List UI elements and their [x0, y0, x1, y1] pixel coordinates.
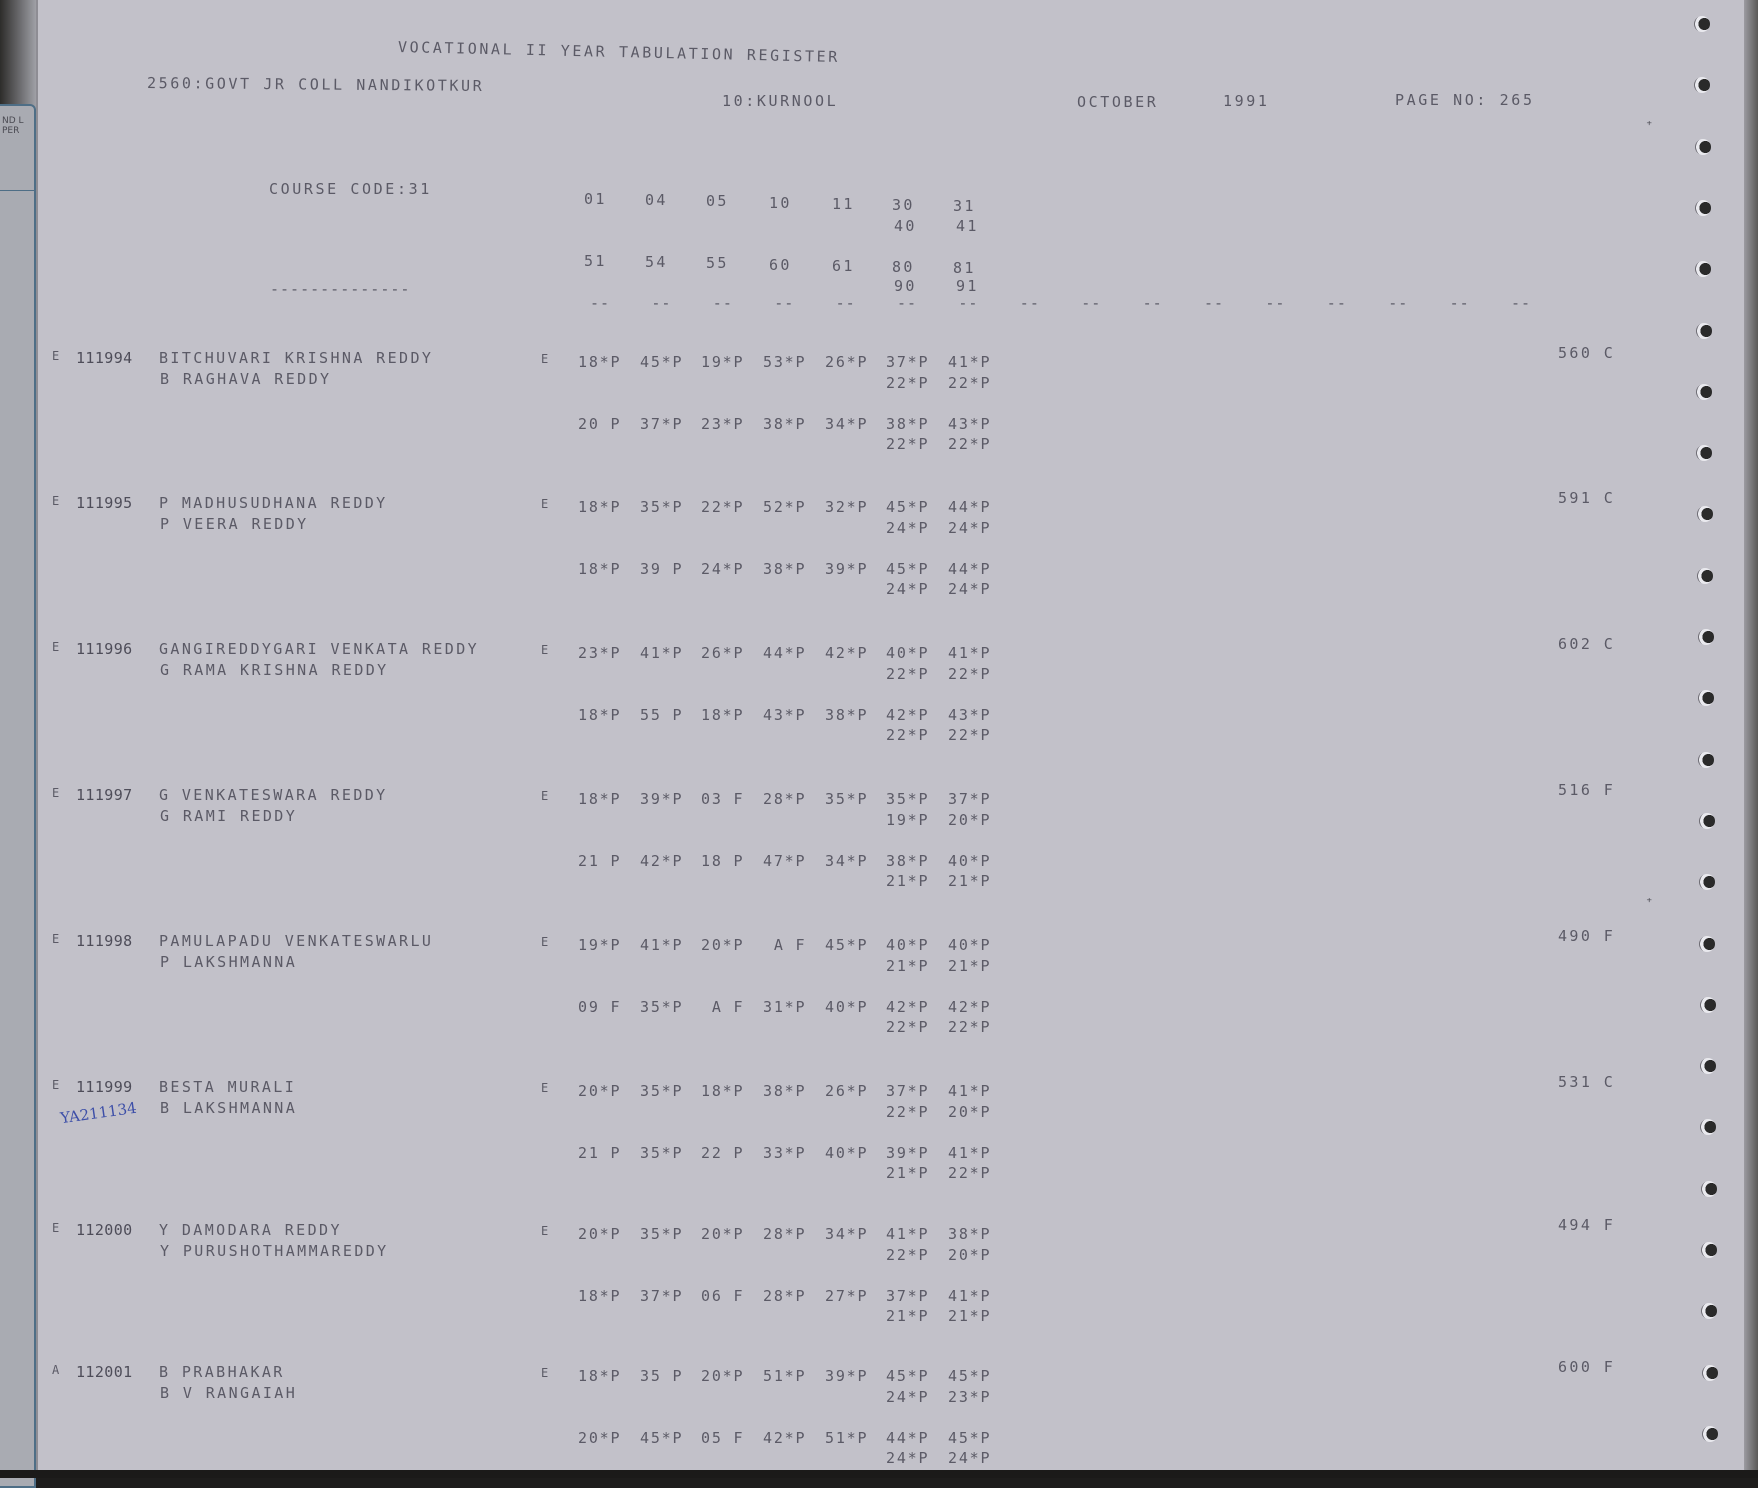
record-prefix: E	[52, 349, 62, 363]
medium-code: E	[541, 1224, 551, 1238]
subject-code: 04	[645, 191, 668, 210]
mark-value: 18*P	[578, 790, 622, 808]
mark-value: 43*P	[763, 706, 807, 724]
mark-value: 42*P	[825, 644, 869, 662]
mark-value: 34*P	[825, 415, 869, 433]
mark-value: 51*P	[763, 1367, 807, 1385]
district: 10:KURNOOL	[722, 92, 839, 110]
mark-value: 28*P	[763, 1225, 807, 1243]
mark-value: 09 F	[578, 998, 622, 1016]
mark-value: 43*P	[948, 415, 992, 433]
medium-code: E	[541, 352, 551, 366]
column-divider: --	[958, 294, 979, 312]
subject-code: 11	[832, 194, 855, 213]
mark-value: 21*P	[886, 1307, 930, 1325]
mark-value: 38*P	[886, 852, 930, 870]
mark-value: 18*P	[701, 1082, 745, 1100]
total-result: 591 C	[1558, 489, 1616, 507]
feed-hole	[1700, 997, 1716, 1013]
mark-value: 20*P	[578, 1082, 622, 1100]
mark-value: 24*P	[886, 519, 930, 537]
mark-value: 42*P	[886, 706, 930, 724]
feed-hole	[1699, 936, 1715, 952]
mark-value: 28*P	[763, 790, 807, 808]
mark-value: 47*P	[763, 852, 807, 870]
column-divider: --	[1326, 294, 1347, 312]
mark-value: 45*P	[886, 560, 930, 578]
student-name: BESTA MURALI	[159, 1078, 297, 1096]
mark-value: 24*P	[886, 1388, 930, 1406]
column-divider: --	[1081, 294, 1102, 312]
subject-code: 01	[584, 190, 607, 208]
mark-value: 40*P	[886, 936, 930, 954]
subject-code: 55	[706, 254, 729, 273]
mark-value: 24*P	[886, 1449, 930, 1467]
mark-value: 22*P	[886, 374, 930, 392]
record-prefix: E	[52, 1078, 62, 1092]
feed-hole	[1702, 1426, 1718, 1442]
mark-value: 52*P	[763, 498, 807, 516]
mark-value: 41*P	[948, 353, 992, 371]
mark-value: 20*P	[948, 1103, 992, 1121]
mark-value: 40*P	[886, 644, 930, 662]
subject-code: 90	[894, 277, 917, 295]
mark-value: 44*P	[886, 1429, 930, 1447]
mark-value: 40*P	[948, 852, 992, 870]
mark-value: 42*P	[886, 998, 930, 1016]
mark-value: 37*P	[640, 415, 684, 433]
mark-value: 38*P	[948, 1225, 992, 1243]
mark-value: 33*P	[763, 1144, 807, 1162]
mark-value: 20 P	[578, 415, 622, 433]
mark-value: 20*P	[701, 1225, 745, 1243]
mark-value: 53*P	[763, 353, 807, 371]
roll-number: 111997	[76, 786, 133, 804]
mark-value: 06 F	[701, 1287, 745, 1305]
mark-value: 40*P	[825, 998, 869, 1016]
mark-value: 40*P	[825, 1144, 869, 1162]
mark-value: 20*P	[701, 1367, 745, 1385]
mark-value: 18*P	[578, 1287, 622, 1305]
feed-hole	[1699, 813, 1715, 829]
medium-code: E	[541, 643, 551, 657]
mark-value: 41*P	[948, 1144, 992, 1162]
column-divider: --	[1388, 294, 1409, 312]
mark-value: 31*P	[763, 998, 807, 1016]
mark-value: 22*P	[948, 726, 992, 744]
father-name: B LAKSHMANNA	[160, 1099, 298, 1117]
mark-value: 21*P	[948, 1307, 992, 1325]
mark-value: 41*P	[640, 644, 684, 662]
mark-value: A F	[701, 998, 745, 1016]
mark-value: 37*P	[886, 1082, 930, 1100]
record-prefix: A	[52, 1363, 62, 1377]
mark-value: 18*P	[578, 353, 622, 371]
mark-value: 22*P	[948, 1018, 992, 1036]
mark-value: 35*P	[640, 498, 684, 516]
mark-value: 21*P	[886, 1164, 930, 1182]
father-name: G RAMA KRISHNA REDDY	[160, 661, 389, 679]
mark-value: 24*P	[948, 580, 992, 598]
student-name: G VENKATESWARA REDDY	[159, 786, 388, 804]
subject-code: 80	[892, 258, 915, 276]
mark-value: 35*P	[886, 790, 930, 808]
feed-hole	[1695, 139, 1711, 155]
mark-value: 42*P	[763, 1429, 807, 1447]
subject-code: 60	[769, 255, 792, 274]
medium-code: E	[541, 789, 551, 803]
feed-hole	[1694, 16, 1710, 32]
feed-hole	[1698, 752, 1714, 768]
mark-value: 24*P	[701, 560, 745, 578]
column-divider: --	[1511, 294, 1532, 312]
father-name: P VEERA REDDY	[160, 515, 309, 533]
mark-value: 34*P	[825, 1225, 869, 1243]
total-result: 531 C	[1558, 1073, 1616, 1091]
mark-value: 22*P	[886, 726, 930, 744]
total-result: 602 C	[1558, 635, 1616, 653]
mark-value: 22*P	[948, 1164, 992, 1182]
roll-number: 111994	[76, 349, 133, 367]
mark-value: 37*P	[640, 1287, 684, 1305]
mark-value: 28*P	[763, 1287, 807, 1305]
mark-value: 39*P	[640, 790, 684, 808]
mark-value: A F	[763, 936, 807, 954]
father-name: P LAKSHMANNA	[160, 953, 298, 971]
mark-value: 39*P	[886, 1144, 930, 1162]
roll-number: 111996	[76, 640, 133, 658]
medium-code: E	[541, 935, 551, 949]
side-tab-divider	[0, 190, 34, 191]
mark-value: 21*P	[886, 872, 930, 890]
feed-hole	[1696, 323, 1712, 339]
total-result: 494 F	[1558, 1216, 1616, 1234]
record-prefix: E	[52, 932, 62, 946]
record-prefix: E	[52, 786, 62, 800]
mark-value: 51*P	[825, 1429, 869, 1447]
student-name: Y DAMODARA REDDY	[159, 1221, 342, 1239]
mark-value: 22*P	[948, 435, 992, 453]
column-divider: --	[1142, 294, 1163, 312]
mark-value: 22*P	[948, 374, 992, 392]
feed-hole	[1697, 568, 1713, 584]
student-name: GANGIREDDYGARI VENKATA REDDY	[159, 640, 480, 658]
feed-hole	[1702, 1365, 1718, 1381]
mark-value: 20*P	[701, 936, 745, 954]
medium-code: E	[541, 1081, 551, 1095]
column-divider: --	[1449, 294, 1470, 312]
subject-code: 41	[956, 217, 979, 235]
mark-value: 23*P	[578, 644, 622, 662]
page-number: PAGE NO: 265	[1395, 91, 1535, 109]
exam-year: 1991	[1223, 92, 1270, 110]
total-result: 560 C	[1558, 344, 1616, 362]
margin-mark: ⁺	[1645, 118, 1654, 134]
total-result: 490 F	[1558, 927, 1616, 945]
mark-value: 45*P	[948, 1429, 992, 1447]
college-name: 2560:GOVT JR COLL NANDIKOTKUR	[146, 74, 485, 95]
mark-value: 37*P	[948, 790, 992, 808]
mark-value: 44*P	[948, 498, 992, 516]
mark-value: 03 F	[701, 790, 745, 808]
column-divider: --	[1019, 294, 1040, 312]
exam-month: OCTOBER	[1077, 93, 1159, 111]
mark-value: 26*P	[701, 644, 745, 662]
mark-value: 41*P	[948, 1082, 992, 1100]
record-prefix: E	[52, 494, 62, 508]
mark-value: 22*P	[886, 1246, 930, 1264]
mark-value: 18*P	[578, 706, 622, 724]
total-result: 516 F	[1558, 781, 1616, 799]
mark-value: 20*P	[948, 811, 992, 829]
mark-value: 41*P	[948, 1287, 992, 1305]
mark-value: 20*P	[578, 1429, 622, 1447]
mark-value: 22*P	[701, 498, 745, 516]
mark-value: 44*P	[948, 560, 992, 578]
mark-value: 26*P	[825, 1082, 869, 1100]
father-name: B RAGHAVA REDDY	[160, 370, 332, 388]
subject-code: 91	[956, 277, 979, 295]
mark-value: 22*P	[886, 1018, 930, 1036]
mark-value: 18*P	[578, 1367, 622, 1385]
subject-code: 54	[645, 253, 668, 272]
side-tab-label: ND L PER	[2, 116, 24, 136]
column-divider: --	[897, 294, 918, 312]
mark-value: 38*P	[886, 415, 930, 433]
mark-value: 05 F	[701, 1429, 745, 1447]
mark-value: 40*P	[948, 936, 992, 954]
mark-value: 23*P	[948, 1388, 992, 1406]
mark-value: 18*P	[701, 706, 745, 724]
student-name: B PRABHAKAR	[159, 1363, 285, 1381]
mark-value: 24*P	[886, 580, 930, 598]
mark-value: 35*P	[825, 790, 869, 808]
mark-value: 45*P	[825, 936, 869, 954]
mark-value: 27*P	[825, 1287, 869, 1305]
mark-value: 41*P	[948, 644, 992, 662]
feed-hole	[1701, 1181, 1717, 1197]
mark-value: 42*P	[640, 852, 684, 870]
student-name: BITCHUVARI KRISHNA REDDY	[159, 349, 434, 367]
mark-value: 20*P	[578, 1225, 622, 1243]
mark-value: 21 P	[578, 852, 622, 870]
mark-value: 19*P	[578, 936, 622, 954]
margin-mark: ⁺	[1645, 895, 1654, 911]
feed-hole	[1695, 200, 1711, 216]
mark-value: 45*P	[948, 1367, 992, 1385]
mark-value: 21*P	[948, 957, 992, 975]
column-divider: --	[712, 294, 733, 312]
column-divider: --	[774, 294, 795, 312]
mark-value: 45*P	[886, 498, 930, 516]
father-name: B V RANGAIAH	[160, 1384, 298, 1402]
subject-code: 81	[953, 259, 976, 278]
mark-value: 37*P	[886, 353, 930, 371]
roll-number: 111998	[76, 932, 133, 950]
subject-code: 61	[832, 256, 855, 275]
column-divider: --	[651, 294, 672, 312]
column-divider: --	[1265, 294, 1286, 312]
mark-value: 38*P	[825, 706, 869, 724]
handwritten-note: YA211134	[59, 1098, 138, 1128]
mark-value: 22 P	[701, 1144, 745, 1162]
side-tab	[0, 104, 36, 1488]
subject-code: 30	[892, 196, 915, 214]
mark-value: 18*P	[578, 498, 622, 516]
column-divider: --	[835, 294, 856, 312]
mark-value: 19*P	[886, 811, 930, 829]
mark-value: 41*P	[886, 1225, 930, 1243]
mark-value: 21*P	[948, 872, 992, 890]
mark-value: 42*P	[948, 998, 992, 1016]
mark-value: 22*P	[948, 665, 992, 683]
mark-value: 38*P	[763, 1082, 807, 1100]
mark-value: 39 P	[640, 560, 684, 578]
mark-value: 45*P	[886, 1367, 930, 1385]
mark-value: 35 P	[640, 1367, 684, 1385]
student-name: PAMULAPADU VENKATESWARLU	[159, 932, 434, 950]
student-name: P MADHUSUDHANA REDDY	[159, 494, 388, 512]
mark-value: 43*P	[948, 706, 992, 724]
feed-hole	[1696, 445, 1712, 461]
mark-value: 24*P	[948, 519, 992, 537]
mark-value: 22*P	[886, 1103, 930, 1121]
mark-value: 44*P	[763, 644, 807, 662]
record-prefix: E	[52, 1221, 62, 1235]
roll-number: 112000	[76, 1221, 133, 1239]
total-result: 600 F	[1558, 1358, 1616, 1376]
mark-value: 35*P	[640, 998, 684, 1016]
mark-value: 38*P	[763, 560, 807, 578]
roll-number: 111999	[76, 1078, 133, 1096]
mark-value: 21 P	[578, 1144, 622, 1162]
feed-hole	[1701, 1242, 1717, 1258]
register-title: VOCATIONAL II YEAR TABULATION REGISTER	[397, 38, 841, 67]
feed-hole	[1696, 384, 1712, 400]
mark-value: 23*P	[701, 415, 745, 433]
father-name: Y PURUSHOTHAMMAREDDY	[160, 1242, 389, 1260]
medium-code: E	[541, 1366, 551, 1380]
mark-value: 45*P	[640, 1429, 684, 1447]
mark-value: 35*P	[640, 1225, 684, 1243]
column-divider: --	[590, 294, 611, 312]
mark-value: 38*P	[763, 415, 807, 433]
mark-value: 41*P	[640, 936, 684, 954]
mark-value: 39*P	[825, 1367, 869, 1385]
mark-value: 35*P	[640, 1082, 684, 1100]
mark-value: 45*P	[640, 353, 684, 371]
subject-code: 10	[769, 193, 792, 212]
mark-value: 26*P	[825, 353, 869, 371]
mark-value: 18 P	[701, 852, 745, 870]
column-divider: --	[1204, 294, 1225, 312]
subject-code: 31	[953, 197, 976, 216]
mark-value: 37*P	[886, 1287, 930, 1305]
feed-hole	[1700, 1058, 1716, 1074]
mark-value: 39*P	[825, 560, 869, 578]
mark-value: 18*P	[578, 560, 622, 578]
course-code: COURSE CODE:31	[269, 180, 432, 198]
mark-value: 24*P	[948, 1449, 992, 1467]
medium-code: E	[541, 497, 551, 511]
binding-edge	[0, 0, 36, 1478]
mark-value: 22*P	[886, 665, 930, 683]
subject-code: 05	[706, 192, 729, 211]
mark-value: 21*P	[886, 957, 930, 975]
subject-code: 40	[894, 217, 917, 235]
record-prefix: E	[52, 640, 62, 654]
mark-value: 35*P	[640, 1144, 684, 1162]
page-right-edge	[1742, 0, 1758, 1478]
mark-value: 34*P	[825, 852, 869, 870]
feed-hole	[1698, 629, 1714, 645]
subject-code: 51	[584, 252, 607, 270]
mark-value: 19*P	[701, 353, 745, 371]
mark-value: 20*P	[948, 1246, 992, 1264]
roll-number: 112001	[76, 1363, 133, 1381]
page-bottom-shadow	[0, 1470, 1758, 1478]
mark-value: 22*P	[886, 435, 930, 453]
father-name: G RAMI REDDY	[160, 807, 298, 825]
mark-value: 32*P	[825, 498, 869, 516]
roll-number: 111995	[76, 494, 133, 512]
mark-value: 55 P	[640, 706, 684, 724]
course-underline: --------------	[270, 280, 411, 298]
